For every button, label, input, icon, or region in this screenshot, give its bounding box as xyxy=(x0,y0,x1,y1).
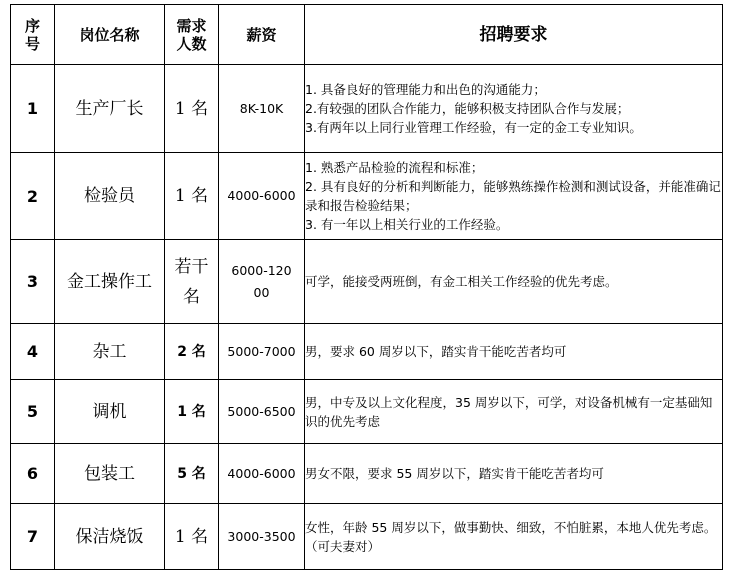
row-count: 5 名 xyxy=(165,444,219,504)
requirement-line: 3. 有一年以上相关行业的工作经验。 xyxy=(305,217,509,232)
row-requirements xyxy=(305,324,723,380)
row-requirements xyxy=(305,504,723,570)
header-salary: 薪资 xyxy=(219,5,305,65)
row-salary xyxy=(219,240,305,324)
row-count: 1 名 xyxy=(165,65,219,153)
row-position: 生产厂长 xyxy=(55,65,165,153)
table-row xyxy=(11,65,723,153)
row-salary: 4000-6000 xyxy=(219,153,305,240)
row-position: 包装工 xyxy=(55,444,165,504)
row-count: 1 名 xyxy=(165,504,219,570)
requirement-line: 1. 具备良好的管理能力和出色的沟通能力； xyxy=(305,82,546,97)
row-salary: 4000-6000 xyxy=(219,444,305,504)
requirement-line: 男，要求 60 周岁以下，踏实肯干能吃苦者均可 xyxy=(305,344,567,359)
header-count-line: 人数 xyxy=(176,34,207,53)
row-index: 4 xyxy=(11,324,55,380)
row-salary: 5000-7000 xyxy=(219,324,305,380)
row-salary: 5000-6500 xyxy=(219,380,305,444)
requirement-line: 男女不限，要求 55 周岁以下，踏实肯干能吃苦者均可 xyxy=(305,466,604,481)
row-requirements xyxy=(305,240,723,324)
header-count-line: 需求 xyxy=(176,16,207,35)
row-salary: 3000-3500 xyxy=(219,504,305,570)
row-count: 1 名 xyxy=(165,153,219,240)
row-index: 6 xyxy=(11,444,55,504)
row-count-text: 若干名 xyxy=(174,256,209,307)
requirement-line: 2.有较强的团队合作能力，能够积极支持团队合作与发展； xyxy=(305,101,630,116)
row-index: 1 xyxy=(11,65,55,153)
row-salary-text: 6000-12000 xyxy=(231,262,292,300)
requirement-line: 3.有两年以上同行业管理工作经验，有一定的金工专业知识。 xyxy=(305,120,642,135)
requirement-line: 2. 具有良好的分析和判断能力，能够熟练操作检测和测试设备，并能准确记录和报告检验结果； xyxy=(305,179,721,213)
row-index: 3 xyxy=(11,240,55,324)
row-index: 7 xyxy=(11,504,55,570)
row-requirements xyxy=(305,65,723,153)
table-row xyxy=(11,444,723,504)
table-row xyxy=(11,324,723,380)
recruitment-table xyxy=(10,4,723,570)
row-requirements xyxy=(305,444,723,504)
requirement-line: 女性，年龄 55 周岁以下，做事勤快、细致，不怕脏累，本地人优先考虑。（可夫妻对） xyxy=(305,519,717,554)
row-count xyxy=(165,240,219,324)
row-position: 调机 xyxy=(55,380,165,444)
table-row xyxy=(11,153,723,240)
header-position: 岗位名称 xyxy=(55,5,165,65)
header-row xyxy=(11,5,723,65)
row-index: 5 xyxy=(11,380,55,444)
row-position-text: 金工操作工 xyxy=(67,271,152,292)
header-index-line: 号 xyxy=(24,34,40,53)
header-requirements: 招聘要求 xyxy=(305,5,723,65)
row-count: 2 名 xyxy=(165,324,219,380)
header-index xyxy=(11,5,55,65)
row-index: 2 xyxy=(11,153,55,240)
table-row xyxy=(11,240,723,324)
row-salary: 8K-10K xyxy=(219,65,305,153)
requirement-line: 男，中专及以上文化程度，35 周岁以下，可学，对设备机械有一定基础知识的优先考虑 xyxy=(305,394,713,429)
row-position: 保洁烧饭 xyxy=(55,504,165,570)
row-position xyxy=(55,240,165,324)
row-position: 检验员 xyxy=(55,153,165,240)
requirement-line: 可学，能接受两班倒，有金工相关工作经验的优先考虑。 xyxy=(305,274,618,289)
row-requirements xyxy=(305,153,723,240)
row-count: 1 名 xyxy=(165,380,219,444)
requirement-line: 1. 熟悉产品检验的流程和标准； xyxy=(305,160,484,175)
table-row xyxy=(11,504,723,570)
row-position: 杂工 xyxy=(55,324,165,380)
table-row xyxy=(11,380,723,444)
header-count xyxy=(165,5,219,65)
row-requirements xyxy=(305,380,723,444)
header-index-line: 序 xyxy=(24,16,40,35)
